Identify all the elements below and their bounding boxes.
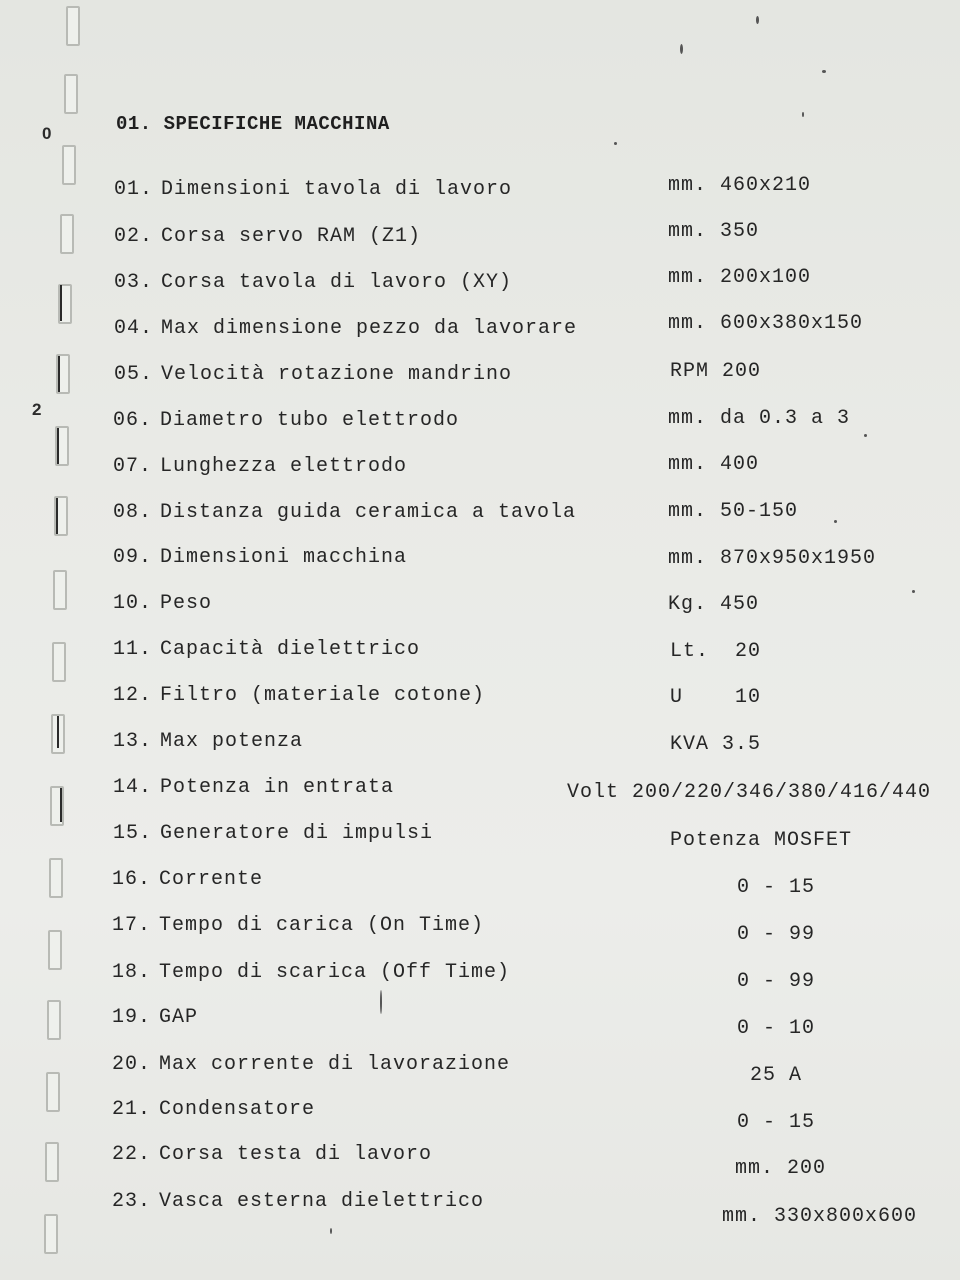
spec-label: Generatore di impulsi (160, 822, 434, 845)
punch-hole (62, 145, 76, 185)
spec-number: 17. (112, 914, 152, 937)
punch-hole (60, 214, 74, 254)
spec-value: mm. 870x950x1950 (668, 547, 877, 570)
spec-label: Corsa testa di lavoro (159, 1143, 433, 1166)
spec-label: Corsa tavola di lavoro (XY) (161, 271, 513, 294)
punch-hole (64, 74, 78, 114)
punch-hole (53, 570, 67, 610)
spec-number: 10. (113, 592, 153, 615)
scan-speck (330, 1228, 332, 1234)
spec-value: mm. 400 (668, 453, 760, 476)
spec-label: Lunghezza elettrodo (160, 455, 408, 478)
punch-hole (46, 1072, 60, 1112)
binding-mark (57, 716, 59, 748)
scan-speck (834, 520, 837, 523)
spec-number: 20. (112, 1053, 152, 1076)
spec-value: Potenza MOSFET (670, 829, 853, 852)
spec-value: mm. da 0.3 a 3 (668, 407, 851, 430)
spec-label: Corsa servo RAM (Z1) (161, 225, 422, 248)
spec-number: 19. (112, 1006, 152, 1029)
spec-number: 08. (113, 501, 153, 524)
spec-value: KVA 3.5 (670, 733, 762, 756)
spec-value: mm. 460x210 (668, 174, 812, 197)
spec-label: Velocità rotazione mandrino (161, 363, 513, 386)
spec-number: 23. (112, 1190, 152, 1213)
spec-number: 02. (114, 225, 154, 248)
spec-label: Peso (160, 592, 213, 615)
spec-value: mm. 350 (668, 220, 760, 243)
punch-hole (66, 6, 80, 46)
spec-value: Kg. 450 (668, 593, 760, 616)
binding-edge (0, 0, 96, 1280)
scan-speck (864, 434, 867, 437)
spec-number: 06. (113, 409, 153, 432)
spec-number: 12. (113, 684, 153, 707)
spec-number: 21. (112, 1098, 152, 1121)
spec-number: 09. (113, 546, 153, 569)
spec-label: Distanza guida ceramica a tavola (160, 501, 577, 524)
spec-label: Dimensioni macchina (160, 546, 408, 569)
spec-number: 07. (113, 455, 153, 478)
spec-value: Lt. 20 (670, 640, 762, 663)
spec-value: mm. 330x800x600 (722, 1205, 918, 1228)
binding-mark (56, 498, 58, 534)
spec-label: Capacità dielettrico (160, 638, 421, 661)
binding-mark (60, 788, 62, 822)
spec-label: Potenza in entrata (160, 776, 395, 799)
spec-label: Corrente (159, 868, 264, 891)
scan-speck (756, 16, 759, 24)
punch-hole (49, 858, 63, 898)
spec-value: 0 - 15 (737, 876, 816, 899)
punch-hole (47, 1000, 61, 1040)
spec-value: U 10 (670, 686, 762, 709)
punch-hole (45, 1142, 59, 1182)
spec-value: mm. 200 (735, 1157, 827, 1180)
spec-number: 22. (112, 1143, 152, 1166)
punch-hole (44, 1214, 58, 1254)
spec-number: 13. (113, 730, 153, 753)
scan-speck (680, 44, 683, 54)
spec-label: Filtro (materiale cotone) (160, 684, 486, 707)
spec-label: Tempo di carica (On Time) (159, 914, 485, 937)
binding-mark (60, 285, 62, 321)
spec-value: mm. 50-150 (668, 500, 799, 523)
spec-value: mm. 600x380x150 (668, 312, 864, 335)
section-number: 01. (116, 113, 152, 135)
scan-speck (912, 590, 915, 593)
punch-hole (52, 642, 66, 682)
section-title: SPECIFICHE MACCHINA (163, 113, 390, 135)
spec-label: Tempo di scarica (Off Time) (159, 961, 511, 984)
spec-value: Volt 200/220/346/380/416/440 (567, 781, 932, 804)
punch-hole (48, 930, 62, 970)
spec-label: Vasca esterna dielettrico (159, 1190, 485, 1213)
spec-value: 25 A (750, 1064, 803, 1087)
margin-number: 0 (42, 124, 52, 143)
spec-number: 18. (112, 961, 152, 984)
binding-mark (57, 428, 59, 464)
section-heading (116, 113, 390, 135)
spec-label: Diametro tubo elettrodo (160, 409, 460, 432)
spec-number: 14. (113, 776, 153, 799)
spec-value: 0 - 99 (737, 970, 816, 993)
spec-number: 01. (114, 178, 154, 201)
spec-label: Max potenza (160, 730, 304, 753)
spec-number: 11. (113, 638, 153, 661)
binding-mark (58, 356, 60, 392)
spec-label: Condensatore (159, 1098, 316, 1121)
spec-number: 15. (113, 822, 153, 845)
spec-number: 04. (114, 317, 154, 340)
spec-value: RPM 200 (670, 360, 762, 383)
spec-number: 05. (114, 363, 154, 386)
spec-label: Dimensioni tavola di lavoro (161, 178, 513, 201)
scan-speck (380, 990, 382, 1014)
spec-label: Max dimensione pezzo da lavorare (161, 317, 578, 340)
spec-value: 0 - 15 (737, 1111, 816, 1134)
spec-label: GAP (159, 1006, 199, 1029)
margin-number: 2 (32, 400, 42, 419)
spec-value: 0 - 99 (737, 923, 816, 946)
spec-label: Max corrente di lavorazione (159, 1053, 511, 1076)
spec-number: 03. (114, 271, 154, 294)
scan-speck (822, 70, 826, 73)
scan-speck (802, 112, 804, 117)
spec-value: 0 - 10 (737, 1017, 816, 1040)
spec-number: 16. (112, 868, 152, 891)
scan-speck (614, 142, 617, 145)
spec-value: mm. 200x100 (668, 266, 812, 289)
